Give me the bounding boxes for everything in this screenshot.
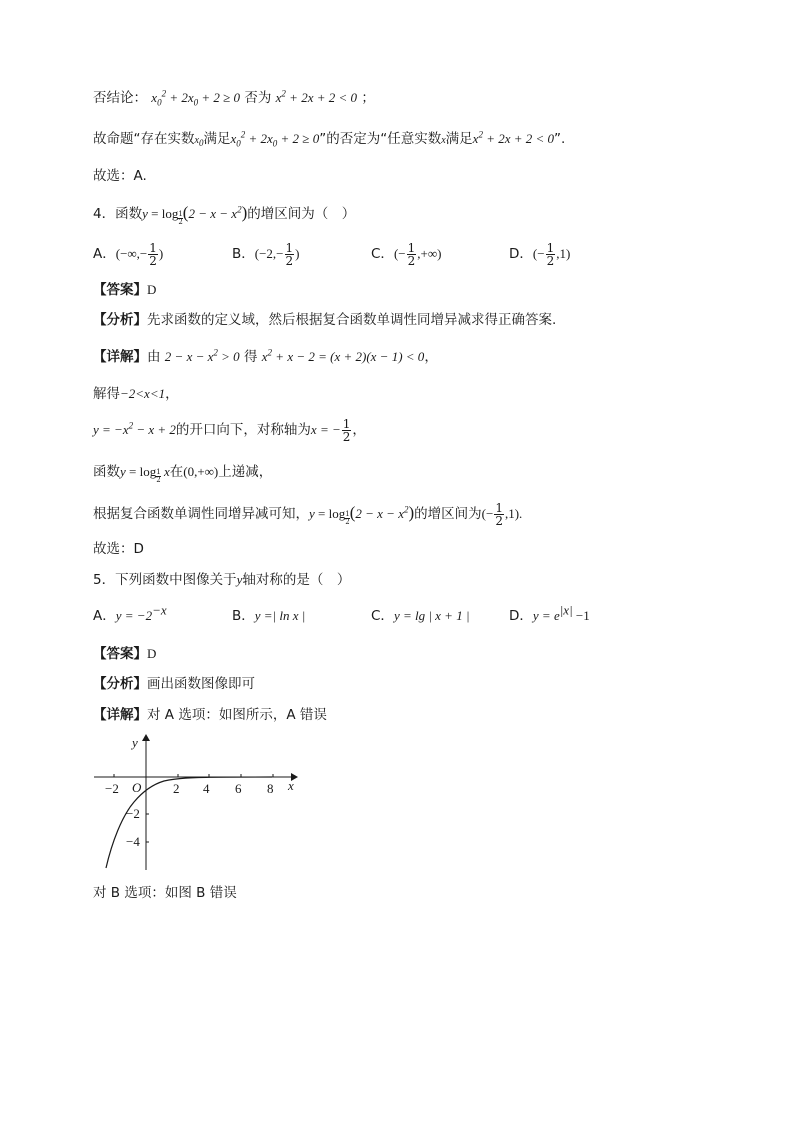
q4-analysis: 【分析】先求函数的定义域，然后根据复合函数单调性同增异减求得正确答案.: [93, 312, 557, 328]
origin-label: O: [132, 780, 142, 795]
choose-a-line: 故选：A.: [93, 168, 147, 184]
q5-option-b: B．y =| ln x |: [232, 608, 306, 624]
neg-label: 否结论：: [93, 90, 147, 106]
q4-solve: 解得−2<x<1，: [93, 386, 179, 402]
q4-option-b: B．(−2,− $\frac{1}{2}$ ): [232, 241, 300, 268]
q5-detail-a: 【详解】对 A 选项：如图所示，A 错误: [93, 707, 327, 723]
y-tick-label: −2: [126, 806, 140, 821]
q5-analysis: 【分析】画出函数图像即可: [93, 676, 255, 692]
q4-detail: 【详解】由 $2 - x - x^2 > 0$ 得 $x^2 + x - 2 = (x + 2)(x - 1) < 0$，: [93, 347, 438, 365]
q4-rule: 根据复合函数单调性同增异减可知，y = log $\frac{1}{2}$ $(2 - x - x^2)$的增区间为(− $\frac{1}{2}$ ,1).: [93, 501, 523, 528]
q5-option-a: A．$y = -2^{-x}$: [93, 602, 167, 624]
curve: [106, 777, 272, 868]
q4-option-d: D．(− $\frac{1}{2}$ ,1): [509, 241, 571, 268]
function-graph-a: [92, 730, 307, 875]
math-expr: $x^2 + 2x + 2 < 0$: [275, 88, 358, 105]
q4-stem: 4．函数y = log $\frac{1}{2}$ $(2 - x - x^2)$的增区间为（ ）: [93, 203, 356, 226]
x-axis-label: x: [288, 778, 294, 793]
neg-mid: 否为: [244, 90, 272, 106]
q4-option-c: C．(− $\frac{1}{2}$ ,+∞): [371, 241, 442, 268]
y-tick-label: −4: [126, 834, 140, 849]
y-axis-label: y: [132, 735, 138, 750]
q5-answer: 【答案】D: [93, 646, 157, 662]
x-tick-label: 4: [203, 781, 210, 796]
q4-func: 函数y = log $\frac{1}{2}$ x在(0,+∞)上递减，: [93, 464, 273, 484]
negation-conclusion-line: 否结论： $x_0^2 + 2x_0 + 2 \ge 0$ 否为 $x^2 + 2x + 2 < 0$ ；: [93, 88, 375, 108]
q5-option-c: C．y = lg | x + 1 |: [371, 608, 470, 624]
q5-option-d: D．$y = e^{|x|} -1$: [509, 602, 590, 624]
x-tick-label: 6: [235, 781, 242, 796]
q4-answer: 【答案】D: [93, 282, 157, 298]
x-tick-label: 2: [173, 781, 180, 796]
q4-option-a: A．(−∞,− $\frac{1}{2}$ ): [93, 241, 164, 268]
q5-stem: 5．下列函数中图像关于y轴对称的是（ ）: [93, 572, 351, 588]
x-tick-label: −2: [105, 781, 119, 796]
math-expr: $x_0^2 + 2x_0 + 2 \ge 0$: [151, 88, 241, 108]
q4-parabola: $y = -x^2 - x + 2$的开口向下，对称轴为x = − $\frac{1}{2}$ ，: [93, 417, 366, 444]
q4-choose: 故选：D: [93, 541, 144, 557]
q5-detail-b: 对 B 选项：如图 B 错误: [93, 885, 237, 901]
conclusion-line: 故命题“存在实数$x_0$满足$x_0^2 + 2x_0 + 2 \ge 0$”的否定为“任意实数x满足$x^2 + 2x + 2 < 0$”.: [93, 129, 566, 149]
x-tick-label: 8: [267, 781, 274, 796]
